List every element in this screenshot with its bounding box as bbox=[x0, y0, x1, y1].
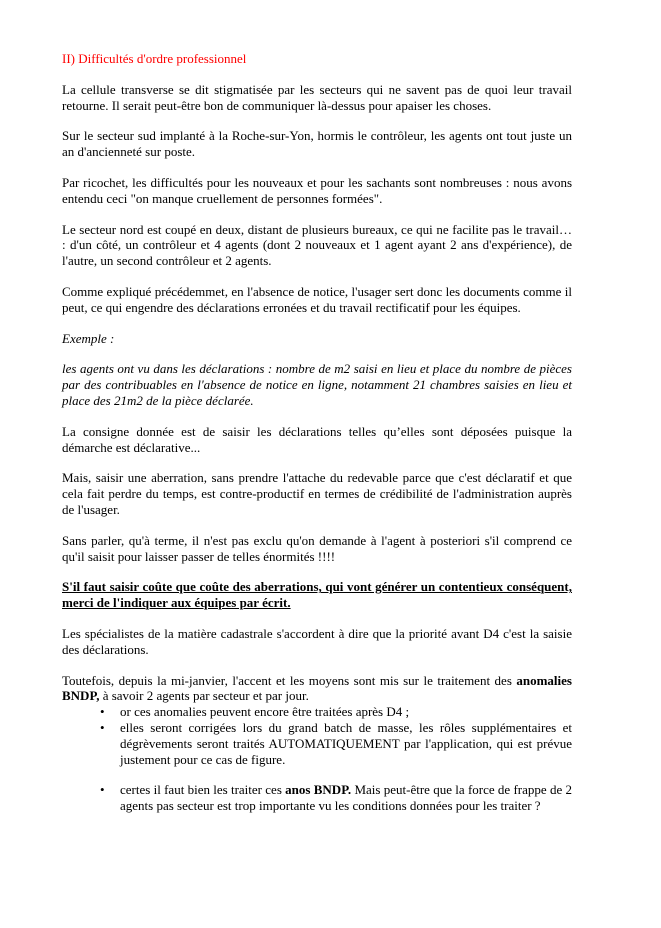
paragraph-secteur-nord: Le secteur nord est coupé en deux, distant de plusieurs bureaux, ce qui ne facilite pas le travail… : d'un côté, un contrôleur et 4 agents (dont 2 nouveaux et 1 agent ayant 2 ans d'expérience), de l'autre, un second contrôleur et 2 agents. bbox=[62, 221, 572, 269]
exemple-label: Exemple : bbox=[62, 330, 115, 346]
bullet-icon: • bbox=[100, 719, 105, 735]
bullet-icon: • bbox=[100, 782, 105, 798]
paragraph-secteur-sud: Sur le secteur sud implanté à la Roche-sur-Yon, hormis le contrôleur, les agents ont tout juste un an d'ancienneté sur poste. bbox=[62, 128, 572, 160]
toutefois-text-post: à savoir 2 agents par secteur et par jour. bbox=[99, 688, 309, 704]
toutefois-text-pre: Toutefois, depuis la mi-janvier, l'accent et les moyens sont mis sur le traitement des bbox=[62, 672, 517, 688]
bullet-text-apres-d4: or ces anomalies peuvent encore être traitées après D4 ; bbox=[120, 704, 410, 720]
section-heading: II) Difficultés d'ordre professionnel bbox=[62, 51, 247, 66]
paragraph-exemple-body: les agents ont vu dans les déclarations : nombre de m2 saisi en lieu et place du nombre de pièces par des contribuables en l'absence de notice en ligne, notamment 21 chambres saisies en lieu et place des 21m2 de la pièce déclarée. bbox=[62, 361, 572, 408]
bullet-text-batch: elles seront corrigées lors du grand batch de masse, les rôles supplémentaires et dégrèvements seront traités AUTOMATIQUEMENT par l'application, qui est prévue justement pour ce cas de figure. bbox=[120, 719, 572, 767]
bullet-text-anos bbox=[120, 782, 572, 814]
toutefois-text-bold: anomalies BNDP, bbox=[62, 672, 572, 704]
bullet-list bbox=[62, 704, 572, 814]
anos-text-pre: certes il faut bien les traiter ces bbox=[120, 782, 286, 798]
bullet-icon: • bbox=[100, 704, 105, 720]
bullet-item-batch bbox=[62, 720, 572, 767]
paragraph-comme-explique: Comme expliqué précédemmet, en l'absence de notice, l'usager sert donc les documents comme il peut, ce qui engendre des déclarations erronées et du travail rectificatif pour les équipes. bbox=[62, 283, 572, 315]
paragraph-aberration: Mais, saisir une aberration, sans prendre l'attache du redevable parce que c'est déclaratif et que cela fait perdre du temps, est contre-productif en termes de crédibilité de l'administration auprès de l'usager. bbox=[62, 470, 572, 517]
anos-text-bold: anos BNDP. bbox=[285, 782, 352, 798]
paragraph-specialistes: Les spécialistes de la matière cadastrale s'accordent à dire que la priorité avant D4 c'est la saisie des déclarations. bbox=[62, 625, 572, 657]
bullet-item-apres-d4 bbox=[62, 704, 572, 720]
paragraph-consigne-ecrit: S'il faut saisir coûte que coûte des aberrations, qui vont générer un contentieux conséquent, merci de l'indiquer aux équipes par écrit. bbox=[62, 579, 572, 611]
paragraph-consigne: La consigne donnée est de saisir les déclarations telles qu’elles sont déposées puisque la démarche est déclarative... bbox=[62, 423, 572, 455]
bullet-item-anos bbox=[62, 782, 572, 814]
paragraph-cellule-transverse: La cellule transverse se dit stigmatisée par les secteurs qui ne savent pas de quoi leur travail retourne. Il serait peut-être bon de communiquer là-dessus pour apaiser les choses. bbox=[62, 81, 572, 113]
paragraph-toutefois bbox=[62, 673, 572, 705]
paragraph-ricochet: Par ricochet, les difficultés pour les nouveaux et pour les sachants sont nombreuses : nous avons entendu ceci "on manque cruellement de personnes formées". bbox=[62, 174, 572, 206]
paragraph-sans-parler: Sans parler, qu'à terme, il n'est pas exclu qu'on demande à l'agent à posteriori s'il comprend ce qu'il saisit pour laisser passer de telles énormités !!!! bbox=[62, 532, 572, 564]
anos-text-post: Mais peut-être que la force de frappe de 2 agents pas secteur est trop importante vu les conditions données pour les traiter ? bbox=[120, 782, 572, 814]
